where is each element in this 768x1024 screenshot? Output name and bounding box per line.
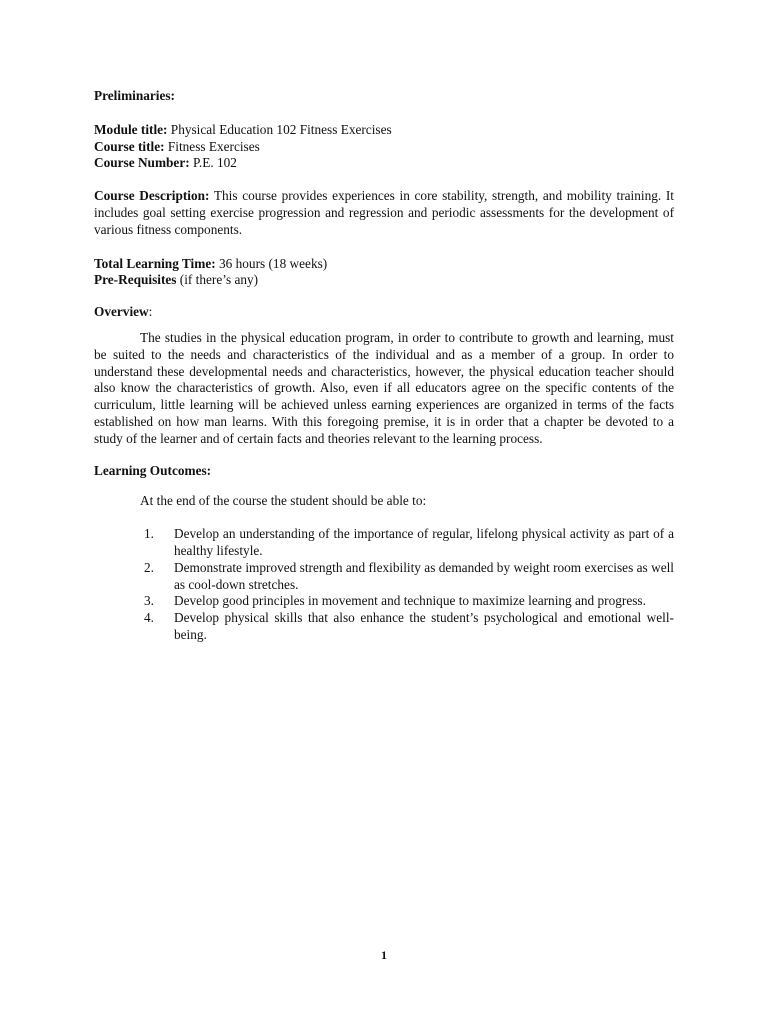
course-description-label: Course Description:	[94, 188, 210, 204]
learning-time-label: Total Learning Time:	[94, 255, 216, 271]
prerequisites-label: Pre-Requisites	[94, 272, 177, 288]
module-title-line	[94, 122, 674, 139]
page-number: 1	[381, 948, 387, 962]
prerequisites-line	[94, 272, 674, 289]
list-item	[94, 610, 674, 644]
course-title-line	[94, 139, 674, 156]
list-item	[94, 593, 674, 610]
list-item-text: Develop good principles in movement and technique to maximize learning and progress.	[174, 593, 646, 609]
learning-outcomes-heading-text: Learning Outcomes:	[94, 462, 212, 478]
course-title-label: Course title:	[94, 138, 165, 154]
module-title-label: Module title:	[94, 121, 168, 137]
course-description-paragraph	[94, 188, 674, 238]
module-title-value: Physical Education 102 Fitness Exercises	[167, 121, 392, 137]
preliminaries-heading-text: Preliminaries:	[94, 88, 175, 103]
list-item	[94, 560, 674, 594]
overview-colon: :	[148, 304, 153, 320]
list-item-text: Develop an understanding of the importance of regular, lifelong physical activity as part of a healthy lifestyle.	[174, 526, 674, 558]
course-title-value: Fitness Exercises	[164, 138, 260, 154]
list-item-number: 1.	[144, 526, 154, 542]
preliminaries-heading	[94, 88, 674, 105]
learning-outcomes-list	[94, 526, 674, 644]
learning-time-value: 36 hours (18 weeks)	[215, 255, 328, 271]
overview-label: Overview	[94, 304, 149, 320]
list-item-number: 3.	[144, 593, 154, 609]
course-number-label: Course Number:	[94, 155, 190, 171]
course-number-line	[94, 155, 674, 172]
learning-time-line	[94, 256, 674, 273]
learning-outcomes-heading	[94, 463, 674, 480]
list-item-number: 2.	[144, 559, 154, 575]
overview-paragraph: The studies in the physical education program, in order to contribute to growth and learning, must be suited to the needs and characteristics of the individual and as a member of a group. In order to understand these developmental needs and characteristics, however, the physical education teacher should also know the characteristics of growth. Also, even if all educators agree on the specific contents of the curriculum, little learning will be achieved unless earning experiences are organized in terms of the facts established on how man learns. With this foregoing premise, it is in order that a chapter be devoted to a study of the learner and of certain facts and theories relevant to the learning process.	[94, 329, 674, 446]
overview-heading	[94, 304, 674, 321]
learning-outcomes-intro: At the end of the course the student should be able to:	[140, 493, 427, 509]
course-description-text: This course provides experiences in core stability, strength, and mobility training. It includes goal setting exercise progression and regression and periodic assessments for the development of various fitness components.	[94, 188, 674, 237]
prerequisites-value: (if there’s any)	[176, 272, 259, 288]
list-item-number: 4.	[144, 610, 154, 626]
list-item	[94, 526, 674, 560]
list-item-text: Demonstrate improved strength and flexibility as demanded by weight room exercises as well as cool-down stretches.	[174, 559, 674, 592]
list-item-text: Develop physical skills that also enhance the student’s psychological and emotional well-being.	[174, 610, 674, 642]
course-number-value: P.E. 102	[189, 155, 237, 171]
document-body	[94, 88, 674, 644]
